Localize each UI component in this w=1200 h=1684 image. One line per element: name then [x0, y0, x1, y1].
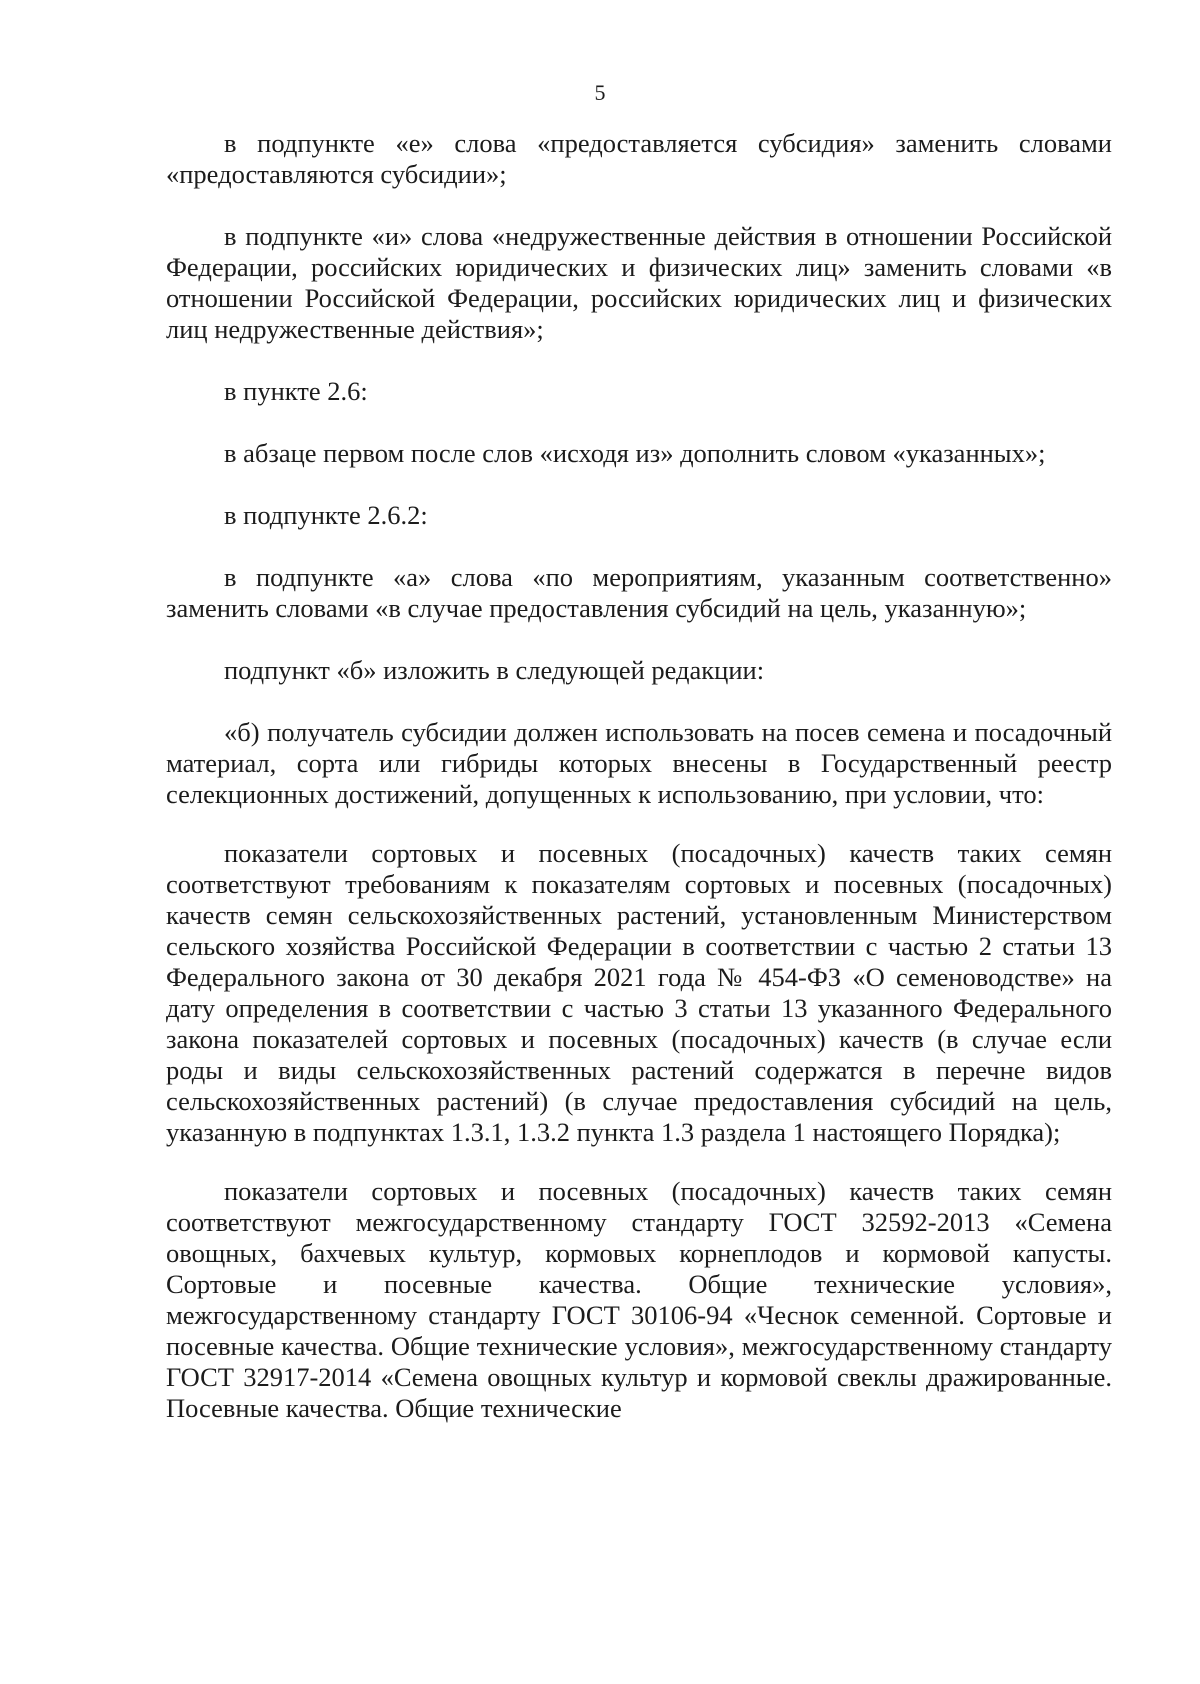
- paragraph-gost-standards: показатели сортовых и посевных (посадочных) качеств таких семян соответствуют межгосударственному стандарту ГОСТ 32592-2013 «Семена овощных, бахчевых культур, кормовых корнеплодов и кормовой капусты. Сортовые и посевные качества. Общие технические условия», межгосударственному стандарту ГОСТ 30106-94 «Чеснок семенной. Сортовые и посевные качества. Общие технические условия», межгосударственному стандарту ГОСТ 32917-2014 «Семена овощных культур и кормовой свеклы дражированные. Посевные качества. Общие технические: [166, 1176, 1112, 1423]
- paragraph-subpoint-2-6-2: в подпункте 2.6.2:: [224, 500, 428, 530]
- paragraph-quality-requirements: показатели сортовых и посевных (посадочных) качеств таких семян соответствуют требованиям к показателям сортовых и посевных (посадочных) качеств семян сельскохозяйственных растений, установленным Министерством сельского хозяйства Российской Федерации в соответствии с частью 2 статьи 13 Федерального закона от 30 декабря 2021 года № 454-ФЗ «О семеноводстве» на дату определения в соответствии с частью 3 статьи 13 указанного Федерального закона показателей сортовых и посевных (посадочных) качеств (в случае если роды и виды сельскохозяйственных растений содержатся в перечне видов сельскохозяйственных растений) (в случае предоставления субсидий на цель, указанную в подпунктах 1.3.1, 1.3.2 пункта 1.3 раздела 1 настоящего Порядка);: [166, 838, 1112, 1147]
- paragraph-subpoint-b-intro: подпункт «б» изложить в следующей редакции:: [224, 655, 765, 685]
- paragraph-point-2-6: в пункте 2.6:: [224, 376, 368, 406]
- paragraph-subpoint-i: в подпункте «и» слова «недружественные действия в отношении Российской Федерации, российских юридических и физических лиц» заменить словами «в отношении Российской Федерации, российских юридических лиц и физических лиц недружественные действия»;: [166, 221, 1112, 344]
- paragraph-subpoint-a: в подпункте «а» слова «по мероприятиям, указанным соответственно» заменить словами «в случае предоставления субсидий на цель, указанную»;: [166, 562, 1112, 623]
- paragraph-subpoint-e: в подпункте «е» слова «предоставляется субсидия» заменить словами «предоставляются субсидии»;: [166, 128, 1112, 189]
- paragraph-first-abzac: в абзаце первом после слов «исходя из» дополнить словом «указанных»;: [224, 438, 1046, 468]
- page-number: 5: [594, 80, 606, 105]
- document-body: [166, 128, 1112, 1455]
- paragraph-subpoint-b-text: «б) получатель субсидии должен использовать на посев семена и посадочный материал, сорта или гибриды которых внесены в Государственный реестр селекционных достижений, допущенных к использованию, при условии, что:: [166, 717, 1112, 809]
